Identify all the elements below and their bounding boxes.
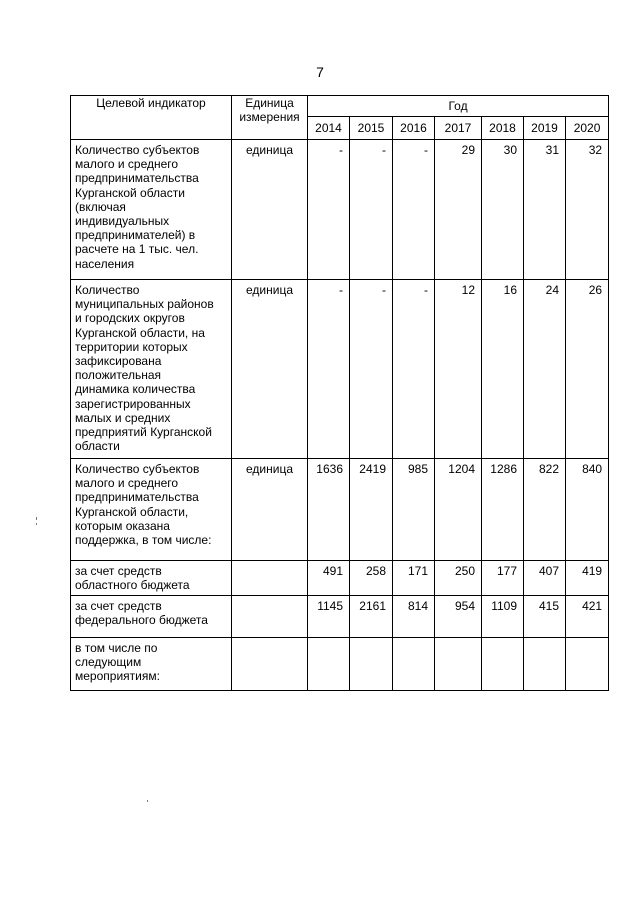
table-row — [71, 596, 609, 638]
indicator-line: которым оказана — [75, 518, 170, 533]
value-cell: 258 — [350, 561, 393, 596]
table-body — [71, 140, 609, 691]
indicator-line: предпринимателей) в — [75, 228, 196, 243]
indicator-line: муниципальных районов — [75, 297, 214, 312]
value-cell: 16 — [482, 280, 524, 459]
scan-mark — [147, 800, 148, 802]
indicator-line: Количество — [75, 283, 140, 297]
value-cell: 31 — [524, 140, 566, 280]
header-row — [71, 96, 609, 117]
unit-cell — [232, 561, 308, 596]
value-cell: 1145 — [308, 596, 350, 638]
value-cell: - — [308, 280, 350, 459]
indicator-line: индивидуальных — [75, 214, 170, 229]
indicator-line: (включая — [75, 199, 126, 214]
header-year-2018: 2018 — [482, 117, 524, 140]
indicator-line: в том числе по — [75, 641, 158, 655]
unit-cell: единица — [232, 140, 308, 280]
indicator-cell — [71, 459, 232, 561]
indicator-line: территории которых — [75, 339, 188, 354]
indicator-line: Курганской области, — [75, 504, 189, 519]
table-row — [71, 561, 609, 596]
indicator-line: и городских округов — [75, 311, 185, 326]
table-row — [71, 638, 609, 691]
indicator-line: малого и среднего — [75, 476, 179, 491]
indicator-line: предприятий Курганской — [75, 425, 212, 440]
indicator-cell — [71, 561, 232, 596]
value-cell: 1109 — [482, 596, 524, 638]
indicator-line: следующим — [75, 655, 142, 670]
value-cell — [482, 638, 524, 691]
value-cell: 1286 — [482, 459, 524, 561]
value-cell: 840 — [566, 459, 609, 561]
indicator-line: населения — [75, 256, 135, 271]
header-year-2019: 2019 — [524, 117, 566, 140]
unit-cell: единица — [232, 459, 308, 561]
value-cell: 30 — [482, 140, 524, 280]
value-cell: 2161 — [350, 596, 393, 638]
value-cell: 407 — [524, 561, 566, 596]
header-year-2017: 2017 — [435, 117, 482, 140]
indicator-line: положительная — [75, 368, 162, 383]
value-cell: - — [350, 280, 393, 459]
header-year-2014: 2014 — [308, 117, 350, 140]
value-cell: 32 — [566, 140, 609, 280]
unit-cell — [232, 638, 308, 691]
value-cell: 250 — [435, 561, 482, 596]
value-cell: - — [350, 140, 393, 280]
indicator-line: зарегистрированных — [75, 396, 191, 411]
scan-mark — [36, 517, 37, 520]
value-cell: 26 — [566, 280, 609, 459]
value-cell: 822 — [524, 459, 566, 561]
value-cell — [435, 638, 482, 691]
value-cell: - — [308, 140, 350, 280]
unit-cell — [232, 596, 308, 638]
header-year-2020: 2020 — [566, 117, 609, 140]
indicator-line: динамика количества — [75, 382, 196, 397]
indicator-line: предпринимательства — [75, 490, 199, 505]
value-cell: 415 — [524, 596, 566, 638]
indicator-line: Количество субъектов — [75, 143, 200, 157]
indicator-line: малого и среднего — [75, 157, 179, 172]
indicator-line: зафиксирована — [75, 354, 162, 369]
value-cell: 177 — [482, 561, 524, 596]
indicator-cell — [71, 638, 232, 691]
indicator-line: предпринимательства — [75, 171, 199, 186]
value-cell: 2419 — [350, 459, 393, 561]
indicator-line: мероприятиям: — [75, 669, 160, 684]
indicator-line: расчете на 1 тыс. чел. — [75, 242, 199, 257]
value-cell: 12 — [435, 280, 482, 459]
value-cell: - — [393, 140, 435, 280]
table-row — [71, 140, 609, 280]
value-cell: 419 — [566, 561, 609, 596]
indicator-line: областного бюджета — [75, 578, 190, 593]
indicator-line: за счет средств — [75, 564, 162, 578]
indicator-cell — [71, 596, 232, 638]
unit-cell: единица — [232, 280, 308, 459]
scan-mark — [36, 523, 37, 525]
indicator-cell — [71, 280, 232, 459]
value-cell: 29 — [435, 140, 482, 280]
indicator-line: Курганской области, на — [75, 325, 205, 340]
indicator-line: поддержка, в том числе: — [75, 533, 212, 548]
value-cell: 24 — [524, 280, 566, 459]
indicators-table — [70, 95, 609, 691]
value-cell — [524, 638, 566, 691]
value-cell: 171 — [393, 561, 435, 596]
indicator-line: Курганской области — [75, 185, 185, 200]
header-unit-line: Единица — [245, 96, 294, 110]
header-indicator: Целевой индикатор — [71, 96, 232, 140]
header-unit — [232, 96, 308, 140]
indicator-cell — [71, 140, 232, 280]
header-year: Год — [308, 96, 609, 117]
value-cell: - — [393, 280, 435, 459]
indicator-line: за счет средств — [75, 599, 162, 613]
value-cell: 1204 — [435, 459, 482, 561]
value-cell: 491 — [308, 561, 350, 596]
indicator-line: области — [75, 439, 120, 454]
header-year-2016: 2016 — [393, 117, 435, 140]
indicator-line: федерального бюджета — [75, 613, 208, 628]
table-row — [71, 459, 609, 561]
indicator-line: Количество субъектов — [75, 462, 200, 476]
page-number: 7 — [316, 64, 324, 80]
header-year-2015: 2015 — [350, 117, 393, 140]
value-cell — [566, 638, 609, 691]
value-cell — [350, 638, 393, 691]
indicator-line: малых и средних — [75, 410, 171, 425]
value-cell: 421 — [566, 596, 609, 638]
value-cell: 954 — [435, 596, 482, 638]
value-cell: 814 — [393, 596, 435, 638]
table-row — [71, 280, 609, 459]
header-unit-line: измерения — [239, 110, 300, 125]
value-cell: 1636 — [308, 459, 350, 561]
value-cell — [393, 638, 435, 691]
value-cell: 985 — [393, 459, 435, 561]
value-cell — [308, 638, 350, 691]
